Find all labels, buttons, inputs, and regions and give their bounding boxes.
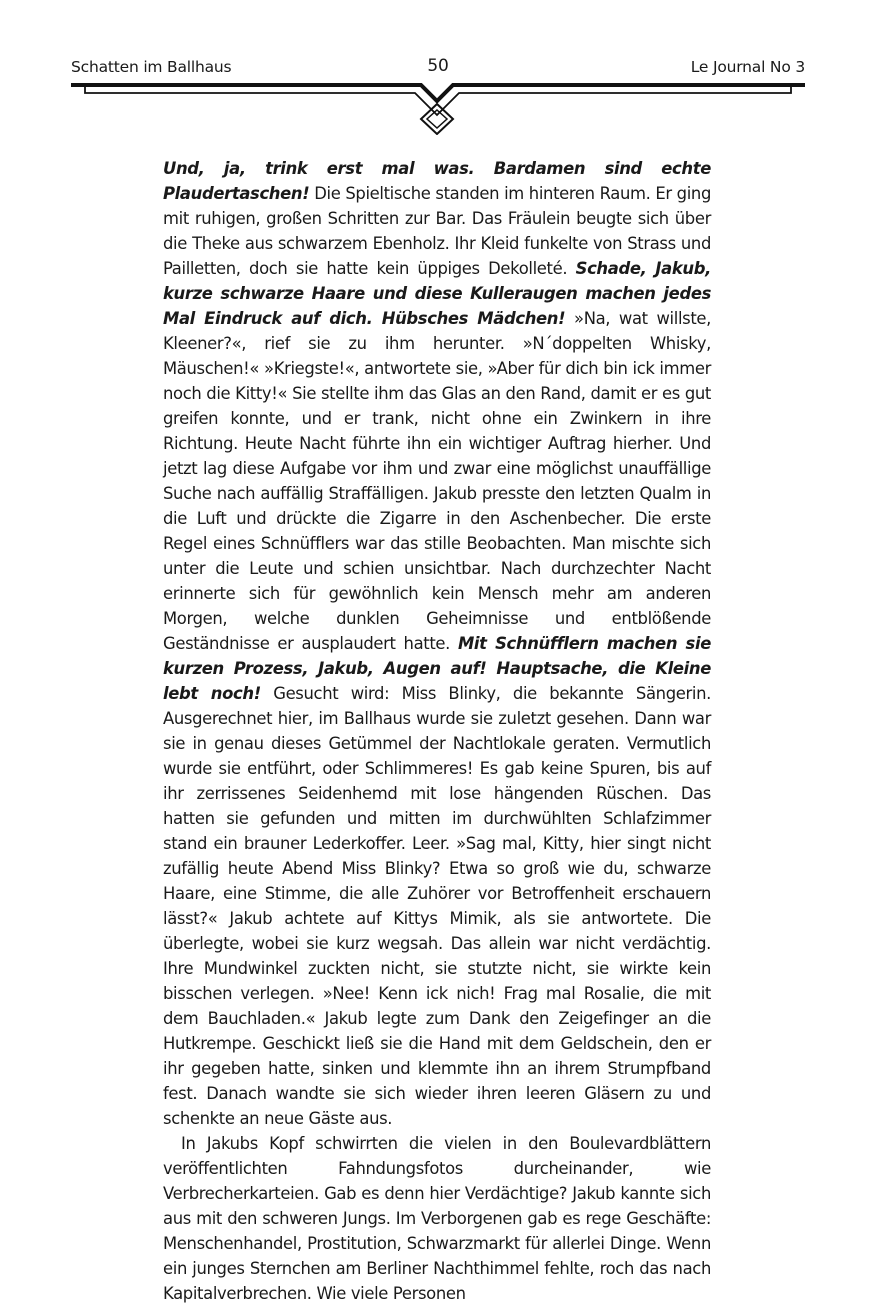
text-run: Die Spieltische standen im hinteren Raum. Er ging mit ruhigen, großen Schritten zur Bar. Das Fräulein beugte sich über die Theke aus schwarzem Ebenholz. Ihr Kleid funkelte von Strass und Pailletten, doch sie hatte kein üppiges Dekolleté. bbox=[163, 184, 711, 278]
book-title: Schatten im Ballhaus bbox=[71, 58, 232, 76]
running-header bbox=[71, 54, 805, 80]
page-number: 50 bbox=[427, 56, 449, 76]
italic-thought: Schade, Jakub, kurze schwarze Haare und diese Kulleraugen machen jedes Mal Eindruck auf dich. Hübsches Mädchen! bbox=[163, 259, 711, 328]
text-run: In Jakubs Kopf schwirrten die vielen in den Boulevardblättern veröffentlichten Fahndungsfotos durcheinander, wie Verbrecherkarteien. Gab es denn hier Verdächtige? Jakub kannte sich aus mit den schweren Jungs. Im Verborgenen gab es rege Geschäfte: Menschenhandel, Prostitution, Schwarzmarkt für allerlei Dinge. Wenn ein junges Sternchen am Berliner Nachthimmel fehlte, roch das nach Kapitalverbrechen. Wie viele Personen bbox=[163, 1134, 711, 1303]
header-ornament bbox=[71, 80, 805, 135]
italic-thought: Und, ja, trink erst mal was. Bardamen sind echte Plaudertaschen! bbox=[163, 159, 711, 203]
italic-thought: Mit Schnüfflern machen sie kurzen Prozess, Jakub, Augen auf! Hauptsache, die Kleine lebt noch! bbox=[163, 634, 711, 703]
body-text bbox=[163, 156, 711, 1306]
journal-title: Le Journal No 3 bbox=[690, 58, 805, 76]
text-run: »Na, wat willste, Kleener?«, rief sie zu ihm herunter. »N´doppelten Whisky, Mäuschen!« »Kriegste!«, antwortete sie, »Aber für dich bin ick immer noch die Kitty!« Sie stellte ihm das Glas an den Rand, damit er es gut greifen konnte, und er trank, nicht ohne ein Zwinkern in ihre Richtung. Heute Nacht führte ihn ein wichtiger Auftrag hierher. Und jetzt lag diese Aufgabe vor ihm und zwar eine möglichst unauffällige Suche nach auffällig Straffälligen. Jakub presste den letzten Qualm in die Luft und drückte die Zigarre in den Aschenbecher. Die erste Regel eines Schnüfflers war das stille Beobachten. Man mischte sich unter die Leute und schien unsichtbar. Nach durchzechter Nacht erinnerte sich für gewöhnlich kein Mensch mehr am anderen Morgen, welche dunklen Geheimnisse und entblößende Geständnisse er ausplaudert hatte. bbox=[163, 309, 712, 653]
paragraph bbox=[163, 1131, 711, 1306]
text-run: Gesucht wird: Miss Blinky, die bekannte Sängerin. Ausgerechnet hier, im Ballhaus wurde sie zuletzt gesehen. Dann war sie in genau dieses Getümmel der Nachtlokale geraten. Vermutlich wurde sie entführt, oder Schlimmeres! Es gab keine Spuren, bis auf ihr zerrissenes Seidenhemd mit lose hängenden Rüschen. Das hatten sie gefunden und mitten im durchwühlten Schlafzimmer stand ein brauner Lederkoffer. Leer. »Sag mal, Kitty, hier singt nicht zufällig heute Abend Miss Blinky? Etwa so groß wie du, schwarze Haare, eine Stimme, die alle Zuhörer vor Betroffenheit erschauern lässt?« Jakub achtete auf Kittys Mimik, als sie antwortete. Die überlegte, wobei sie kurz wegsah. Das allein war nicht verdächtig. Ihre Mundwinkel zuckten nicht, sie stutzte nicht, sie wirkte kein bisschen verlegen. »Nee! Kenn ick nich! Frag mal Rosalie, die mit dem Bauchladen.« Jakub legte zum Dank den Zeigefinger an die Hutkrempe. Geschickt ließ sie die Hand mit dem Geldschein, den er ihr gegeben hatte, sinken und klemmte ihn an ihrem Strumpfband fest. Danach wandte sie sich wieder ihren leeren Gläsern zu und schenkte an neue Gäste aus. bbox=[163, 684, 711, 1128]
paragraph bbox=[163, 156, 711, 1131]
